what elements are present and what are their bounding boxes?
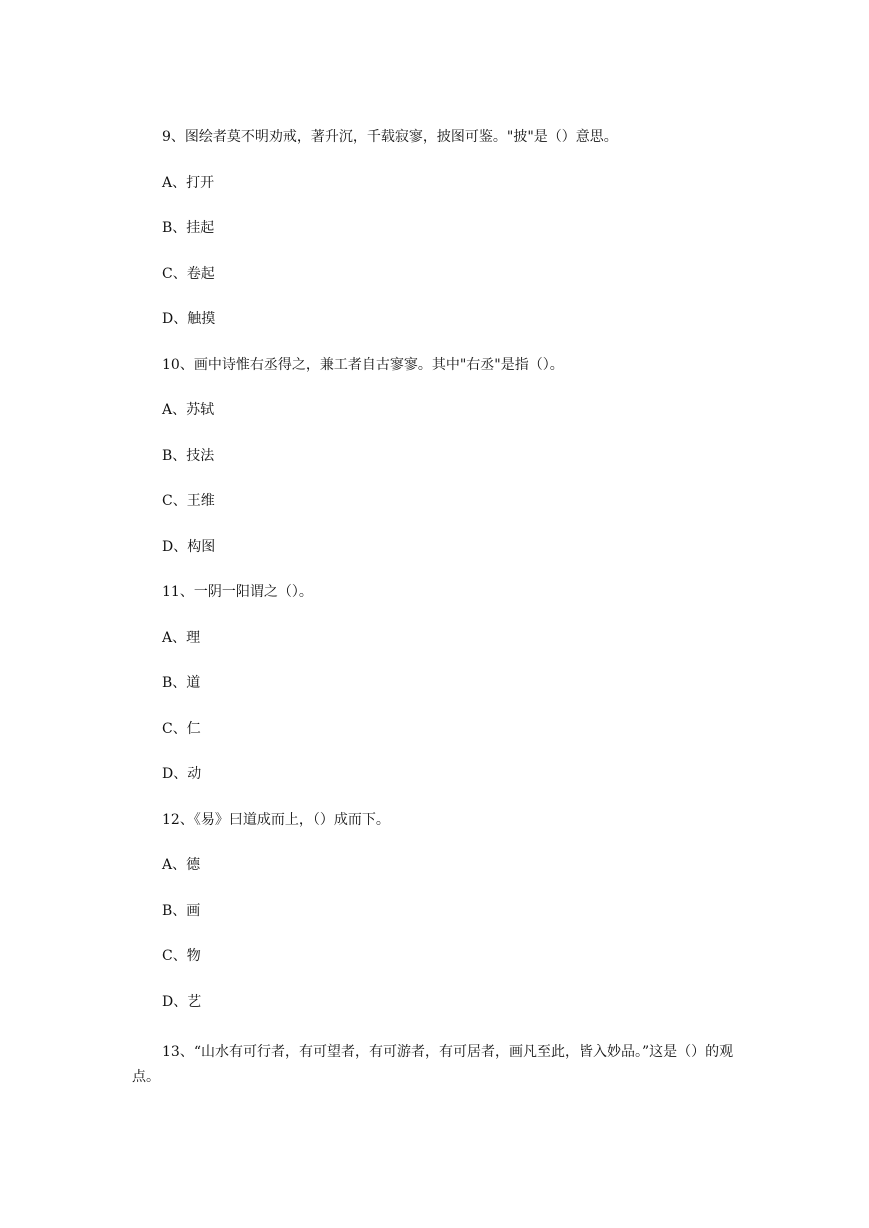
question-12-option-d: D、艺 [162, 994, 202, 1010]
question-11-option-d: D、动 [162, 766, 202, 782]
question-10-option-b: B、技法 [162, 448, 215, 464]
question-13-stem: 13、“山水有可行者，有可望者，有可游者，有可居者，画凡至此，皆入妙品。”这是（）的观点。 [132, 1044, 734, 1085]
question-11-stem: 11、一阴一阳谓之（）。 [162, 584, 313, 600]
question-9-option-b: B、挂起 [162, 220, 215, 236]
question-10-option-a: A、苏轼 [162, 402, 215, 418]
question-12-stem: 12、《易》曰道成而上，（）成而下。 [162, 812, 390, 828]
question-11-option-b: B、道 [162, 675, 201, 691]
question-9-option-d: D、触摸 [162, 311, 216, 327]
question-12-option-c: C、物 [162, 948, 201, 964]
question-9-stem: 9、图绘者莫不明劝戒，著升沉，千载寂寥，披图可鉴。"披"是（）意思。 [162, 129, 618, 145]
question-12-option-b: B、画 [162, 903, 201, 919]
question-10-option-c: C、王维 [162, 493, 215, 509]
question-11-option-a: A、理 [162, 630, 201, 646]
question-10-option-d: D、构图 [162, 539, 216, 555]
question-9-option-c: C、卷起 [162, 266, 215, 282]
question-12-option-a: A、德 [162, 857, 201, 873]
question-11-option-c: C、仁 [162, 721, 201, 737]
question-10-stem: 10、画中诗惟右丞得之，兼工者自古寥寥。其中"右丞"是指（）。 [162, 357, 564, 373]
question-9-option-a: A、打开 [162, 175, 215, 191]
